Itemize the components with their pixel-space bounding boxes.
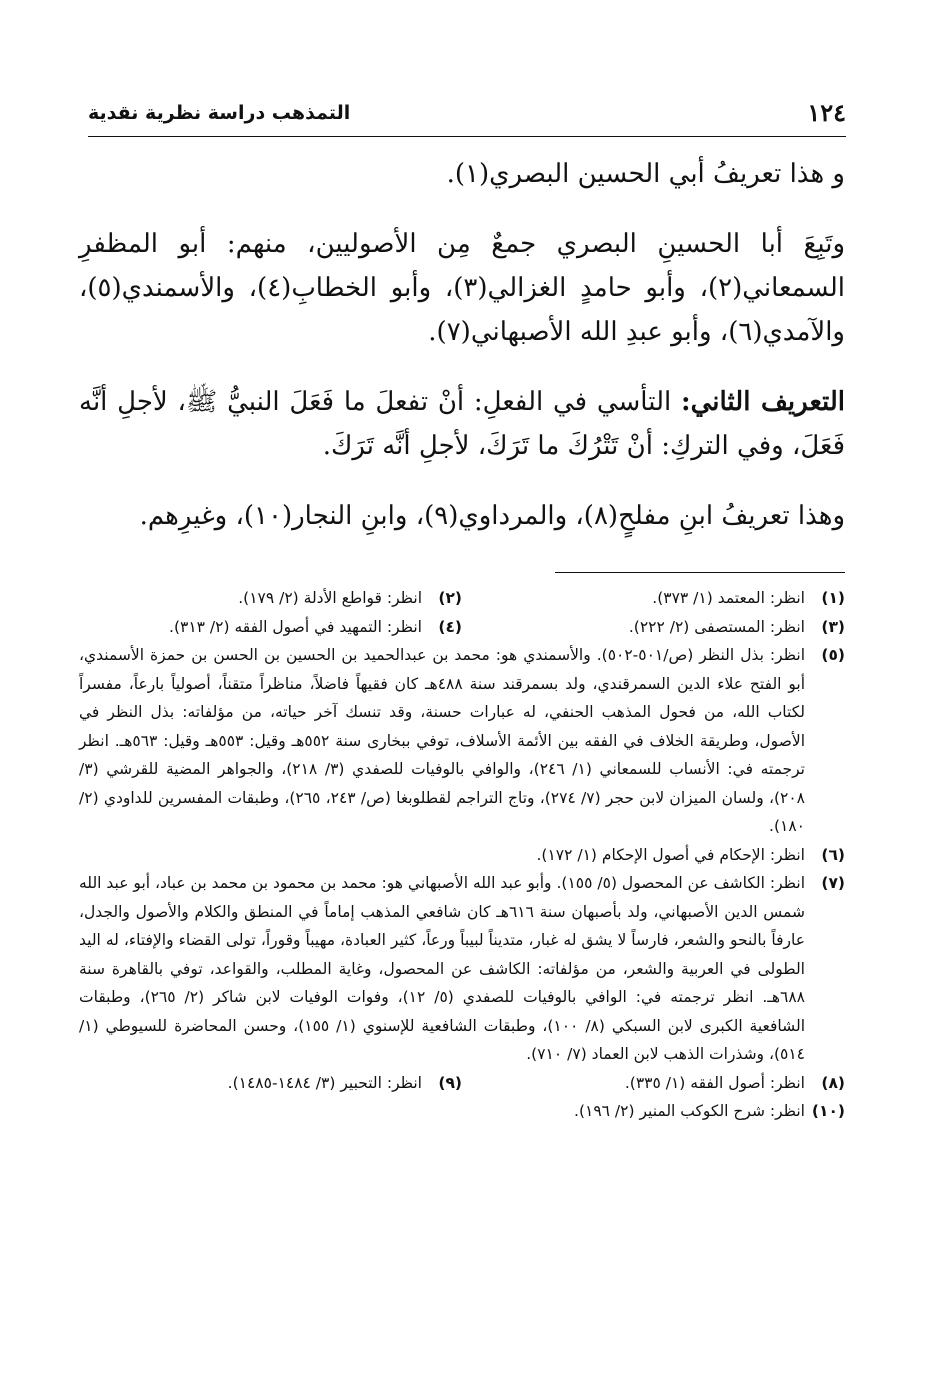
- footnote-10: [79, 1097, 845, 1126]
- footnote-7: [79, 869, 845, 1069]
- footnotes: [79, 584, 845, 1126]
- paragraph-2: وتَبِعَ أبا الحسينِ البصري جمعٌ مِن الأصوليين، منهم: أبو المظفرِ السمعاني(٢)، وأبو حامدٍ الغزالي(٣)، وأبو الخطابِ(٤)، والأسمندي(٥)، والآمدي(٦)، وأبو عبدِ الله الأصبهاني(٧).: [79, 229, 845, 347]
- footnote-number: (٤): [438, 617, 462, 636]
- footnote-text: انظر: الإحكام في أصول الإحكام (١/ ١٧٢).: [536, 845, 805, 864]
- footnote-text: انظر: قواطع الأدلة (٢/ ١٧٩).: [238, 589, 422, 607]
- running-title: التمذهب دراسة نظرية نقدية: [88, 102, 351, 124]
- footnote-text: انظر: أصول الفقه (١/ ٣٣٥).: [624, 1073, 805, 1092]
- footnote-separator: [555, 572, 845, 573]
- page-header: [88, 96, 846, 137]
- footnote-number: (٨): [821, 1073, 845, 1092]
- footnote-text: انظر: الكاشف عن المحصول (٥/ ١٥٥). وأبو عبد الله الأصبهاني هو: محمد بن محمود بن محمد بن عباد، أبو عبد الله شمس الدين الأصبهاني، ولد بأصبهان سنة ٦١٦هـ كان شافعي المذهب إماماً في المنطق والكلام والأصول والجدل، عارفاً بالنحو والشعر، فارساً لا يشق له غبار، متديناً لبيباً ورعاً، كثير العبادة، مهيباً وقوراً، تولى القضاء والإفتاء، له اليد الطولى في العربية والشعر، من مؤلفاته: الكاشف عن المحصول، وغاية المطلب، والقواعد، توفي بالقاهرة سنة ٦٨٨هـ. انظر ترجمته في: الوافي بالوفيات للصفدي (٥/ ١٢)، وفوات الوفيات لابن شاكر (٢/ ٢٦٥)، وطبقات الشافعية الكبرى لابن السبكي (٨/ ١٠٠)، وطبقات الشافعية للإسنوي (١/ ١٥٥)، وحسن المحاضرة للسيوطي (١/ ٥١٤)، وشذرات الذهب لابن العماد (٧/ ٧١٠).: [79, 874, 806, 1063]
- footnote-text: انظر: المعتمد (١/ ٣٧٣).: [652, 589, 805, 607]
- footnote-3: [462, 613, 845, 642]
- footnote-4: [79, 613, 462, 642]
- footnote-number: (٢): [438, 589, 462, 607]
- footnote-number: (٦): [821, 845, 845, 864]
- footnote-row: [79, 584, 845, 613]
- footnote-2: [79, 584, 462, 613]
- paragraph-1: و هذا تعريفُ أبي الحسين البصري(١).: [446, 159, 845, 189]
- footnote-number: (٩): [438, 1073, 462, 1092]
- footnote-1: [462, 584, 845, 613]
- footnote-number: (٧): [821, 874, 845, 892]
- footnote-text: انظر: شرح الكوكب المنير (٢/ ١٩٦).: [574, 1102, 805, 1120]
- footnote-text: انظر: التمهيد في أصول الفقه (٢/ ٣١٣).: [169, 617, 422, 636]
- footnote-row: [79, 1069, 845, 1098]
- footnote-number: (١٠): [811, 1102, 845, 1120]
- footnote-5: [79, 641, 845, 841]
- footnote-text: انظر: المستصفى (٢/ ٢٢٢).: [628, 617, 805, 636]
- paragraph-4: وهذا تعريفُ ابنِ مفلحٍ(٨)، والمرداوي(٩)، وابنِ النجار(١٠)، وغيرِهم.: [139, 501, 845, 531]
- footnote-number: (٥): [821, 646, 845, 664]
- footnote-text: انظر: التحبير (٣/ ١٤٨٤-١٤٨٥).: [227, 1073, 422, 1092]
- footnote-text: انظر: بذل النظر (ص/٥٠١-٥٠٢). والأسمندي هو: محمد بن عبدالحميد بن الحسين بن الحسن بن حمزة الأسمندي، أبو الفتح علاء الدين السمرقندي، ولد بسمرقند سنة ٤٨٨هـ كان فقيهاً فاضلاً، مناظراً متقناً، أصولياً بارعاً، مفسراً لكتاب الله، من فحول المذهب الحنفي، له عبارات حسنة، وقد تنسك آخر حياته، من مؤلفاته: بذل النظر في الأصول، وطريقة الخلاف في الفقه بين الأئمة الأسلاف، توفي ببخارى سنة ٥٥٢هـ وقيل: ٥٥٣هـ وقيل: ٥٦٣هـ. انظر ترجمته في: الأنساب للسمعاني (١/ ٢٤٦)، والوافي بالوفيات للصفدي (٣/ ٢١٨)، والجواهر المضية للقرشي (٣/ ٢٠٨)، ولسان الميزان لابن حجر (٧/ ٢٧٤)، وتاج التراجم لقطلوبغا (ص/ ٢٤٣، ٢٦٥)، وطبقات المفسرين للداودي (٢/ ١٨٠).: [79, 646, 805, 835]
- paragraph-3: [79, 380, 845, 468]
- main-text: [79, 152, 845, 564]
- footnote-8: [462, 1069, 845, 1098]
- definition-text: التأسي في الفعلِ: أنْ تفعلَ ما فَعَلَ النبيُّ ﷺ، لأجلِ أنَّه فَعَلَ، وفي التركِ: أنْ تَتْرُكَ ما تَرَكَ، لأجلِ أنَّه تَرَكَ.: [79, 387, 845, 461]
- footnote-number: (١): [821, 589, 845, 607]
- footnote-row: [79, 613, 845, 642]
- footnote-9: [79, 1069, 462, 1098]
- page-number: ١٢٤: [807, 98, 846, 127]
- definition-heading: التعريف الثاني:: [681, 387, 846, 417]
- footnote-6: [79, 841, 845, 870]
- footnote-number: (٣): [821, 617, 845, 636]
